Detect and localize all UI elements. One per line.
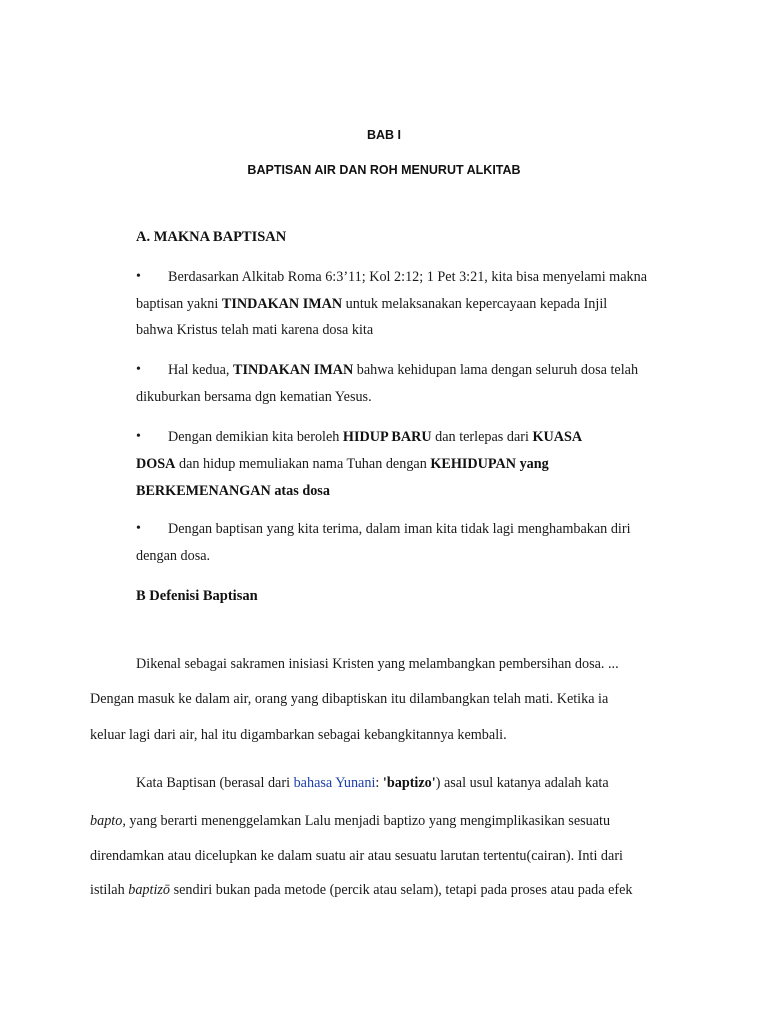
bullet-4-line-1: Dengan baptisan yang kita terima, dalam iman kita tidak lagi menghambakan diri bbox=[168, 521, 631, 537]
bullet-1-line-2: baptisan yakni TINDAKAN IMAN untuk melaksanakan kepercayaan kepada Injil bbox=[136, 296, 608, 312]
paragraph-1-line-3: keluar lagi dari air, hal itu digambarkan sebagai kebangkitannya kembali. bbox=[90, 727, 507, 743]
bullet-1-line-3: bahwa Kristus telah mati karena dosa kita bbox=[136, 322, 374, 338]
bullet-marker: • bbox=[136, 362, 141, 377]
section-a-heading: A. MAKNA BAPTISAN bbox=[136, 229, 287, 245]
bahasa-yunani-link[interactable]: bahasa Yunani bbox=[293, 775, 376, 791]
paragraph-2-line-2: bapto, yang berarti menenggelamkan Lalu menjadi baptizo yang mengimplikasikan sesuatu bbox=[90, 813, 611, 829]
bullet-2-line-2: dikuburkan bersama dgn kematian Yesus. bbox=[136, 389, 372, 405]
paragraph-2-line-1: Kata Baptisan (berasal dari bahasa Yunani: 'baptizo') asal usul katanya adalah kata bbox=[136, 775, 609, 791]
bullet-marker: • bbox=[136, 269, 141, 284]
bullet-3-line-2: DOSA dan hidup memuliakan nama Tuhan dengan KEHIDUPAN yang bbox=[136, 456, 549, 472]
bullet-marker: • bbox=[136, 521, 141, 536]
paragraph-1-line-2: Dengan masuk ke dalam air, orang yang dibaptiskan itu dilambangkan telah mati. Ketika ia bbox=[90, 691, 609, 707]
paragraph-2-line-3: direndamkan atau dicelupkan ke dalam suatu air atau sesuatu larutan tertentu(cairan). Inti dari bbox=[90, 848, 623, 864]
section-b-heading: B Defenisi Baptisan bbox=[136, 588, 258, 604]
bullet-4-line-2: dengan dosa. bbox=[136, 548, 211, 564]
chapter-title: BAPTISAN AIR DAN ROH MENURUT ALKITAB bbox=[247, 163, 521, 177]
bullet-2-line-1: Hal kedua, TINDAKAN IMAN bahwa kehidupan lama dengan seluruh dosa telah bbox=[168, 362, 639, 378]
bullet-1-line-1: Berdasarkan Alkitab Roma 6:3’11; Kol 2:12; 1 Pet 3:21, kita bisa menyelami makna bbox=[168, 269, 648, 285]
paragraph-2-line-4: istilah baptizō sendiri bukan pada metode (percik atau selam), tetapi pada proses atau pada efek bbox=[90, 882, 633, 898]
bullet-3-line-3: BERKEMENANGAN atas dosa bbox=[136, 483, 330, 499]
bullet-marker: • bbox=[136, 429, 141, 444]
paragraph-1-line-1: Dikenal sebagai sakramen inisiasi Kristen yang melambangkan pembersihan dosa. ... bbox=[136, 656, 619, 672]
chapter-heading: BAB I bbox=[366, 128, 402, 142]
bullet-3-line-1: Dengan demikian kita beroleh HIDUP BARU dan terlepas dari KUASA bbox=[168, 429, 583, 445]
